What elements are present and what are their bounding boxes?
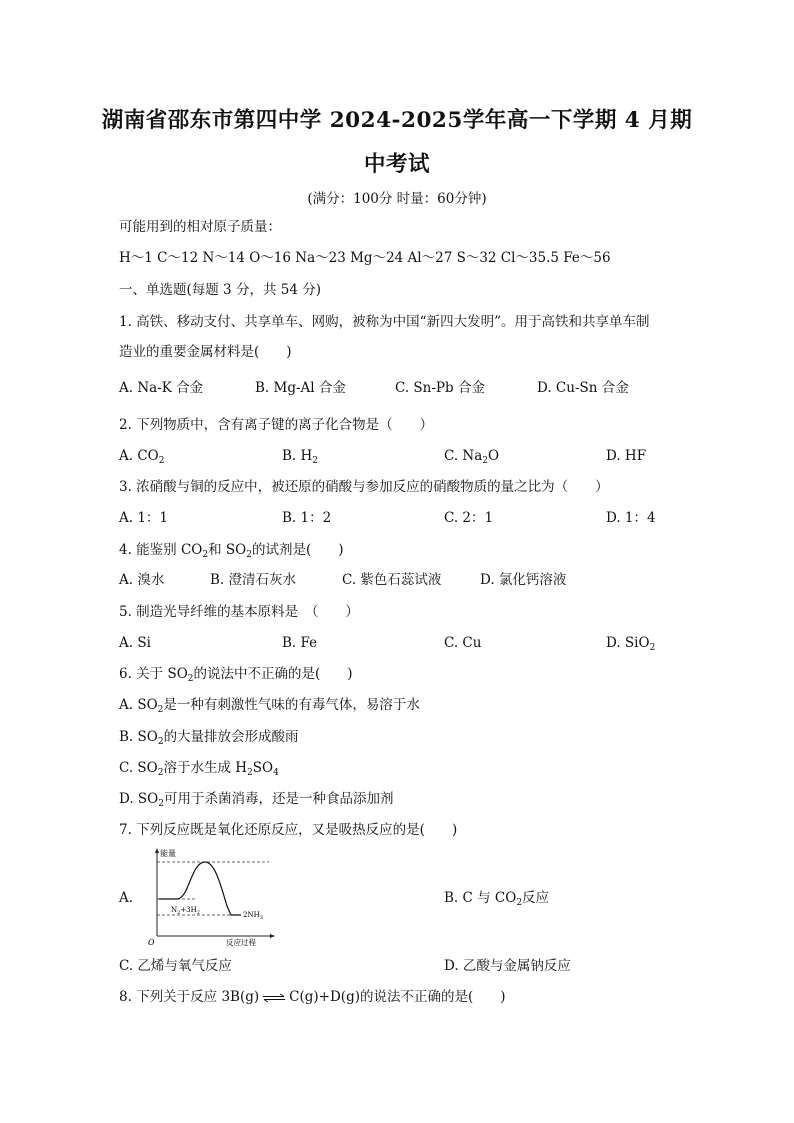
- q1-option-b: B. Mg-Al 合金: [255, 380, 346, 396]
- exam-title-line2: 中考试: [363, 152, 430, 177]
- energy-y-axis-arrow: [155, 848, 159, 853]
- q6-option-b: B. $SO_2$的大量排放会形成酸雨: [119, 729, 299, 747]
- q5-option-b: B. Fe: [282, 635, 318, 651]
- q7-stem: 7. 下列反应既是氧化还原反应，又是吸热反应的是( ): [119, 822, 458, 838]
- q5-option-c: C. Cu: [444, 635, 482, 651]
- q3-option-b: B. 1：2: [282, 510, 332, 526]
- atomic-mass-heading: 可能用到的相对原子质量：: [119, 219, 281, 235]
- q1-option-d: D. Cu-Sn 合金: [537, 380, 629, 396]
- q3-option-d: D. 1：4: [606, 510, 656, 526]
- q4-option-c: C. 紫色石蕊试液: [342, 572, 442, 588]
- q2-stem: 2. 下列物质中，含有离子键的离子化合物是（ ）: [119, 417, 434, 433]
- q1-stem-line2: 造业的重要金属材料是( ): [119, 344, 292, 360]
- q7-option-c: C. 乙烯与氧气反应: [119, 958, 232, 974]
- energy-diagram: [147, 846, 277, 948]
- section-heading: 一、单选题(每题 3 分，共 54 分): [119, 282, 321, 298]
- equilibrium-arrow-icon: [262, 993, 286, 1003]
- q7-option-a-label: A.: [119, 890, 134, 906]
- q7-option-d: D. 乙酸与金属钠反应: [444, 958, 571, 974]
- q1-option-a: A. Na-K 合金: [119, 380, 204, 396]
- q4-stem: 4. 能鉴别 $CO_2$和 $SO_2$的试剂是( ): [119, 542, 344, 560]
- q5-option-a: A. Si: [119, 635, 151, 651]
- q7-option-b: B. C 与 $CO_2$反应: [444, 890, 550, 908]
- q2-option-b: B. $H_2$: [282, 448, 319, 466]
- q3-stem: 3. 浓硝酸与铜的反应中，被还原的硝酸与参加反应的硝酸物质的量之比为（ ）: [119, 479, 609, 495]
- q1-stem-line1: 1. 高铁、移动支付、共享单车、网购，被称为中国“新四大发明”。用于高铁和共享单车制: [119, 314, 650, 330]
- atomic-mass-values: H～1 C～12 N～14 O～16 Na～23 Mg～24 Al～27 S～32 Cl～35.5 Fe～56: [119, 250, 611, 266]
- energy-y-label: 能量: [160, 849, 176, 858]
- q3-option-c: C. 2：1: [444, 510, 494, 526]
- q2-option-c: C. $Na_2O$: [444, 448, 500, 466]
- q6-option-c: C. $SO_2$溶于水生成 $H_2SO_4$: [119, 760, 279, 778]
- energy-origin-label: O: [148, 938, 155, 947]
- reactant-label: $N_2+3H_2$: [171, 906, 200, 916]
- energy-x-axis-arrow: [270, 934, 275, 938]
- q5-option-d: D. SiO$_2$: [606, 635, 656, 653]
- q1-option-c: C. Sn-Pb 合金: [395, 380, 485, 396]
- q4-option-b: B. 澄清石灰水: [210, 572, 297, 588]
- q4-option-d: D. 氯化钙溶液: [480, 572, 567, 588]
- energy-x-label: 反应过程: [226, 938, 256, 947]
- q8-stem: 8. 下列关于反应 3B(g) C(g)+D(g)的说法不正确的是( ): [119, 989, 506, 1005]
- product-label: $2NH_3$: [243, 911, 263, 921]
- q2-option-d: D. HF: [606, 448, 647, 464]
- q6-option-d: D. $SO_2$可用于杀菌消毒，还是一种食品添加剂: [119, 791, 394, 809]
- q3-option-a: A. 1：1: [119, 510, 169, 526]
- q6-stem: 6. 关于 $SO_2$的说法中不正确的是( ): [119, 666, 353, 684]
- q4-option-a: A. 溴水: [119, 572, 165, 588]
- q6-option-a: A. $SO_2$是一种有刺激性气味的有毒气体，易溶于水: [119, 697, 420, 715]
- q5-stem: 5. 制造光导纤维的基本原料是 （ ）: [119, 604, 359, 620]
- exam-title-line1: 湖南省邵东市第四中学 2024-2025学年高一下学期 4 月期: [101, 108, 693, 133]
- q2-option-a: A. $CO_2$: [119, 448, 165, 466]
- exam-subtitle: (满分：100分 时量：60分钟): [307, 191, 487, 207]
